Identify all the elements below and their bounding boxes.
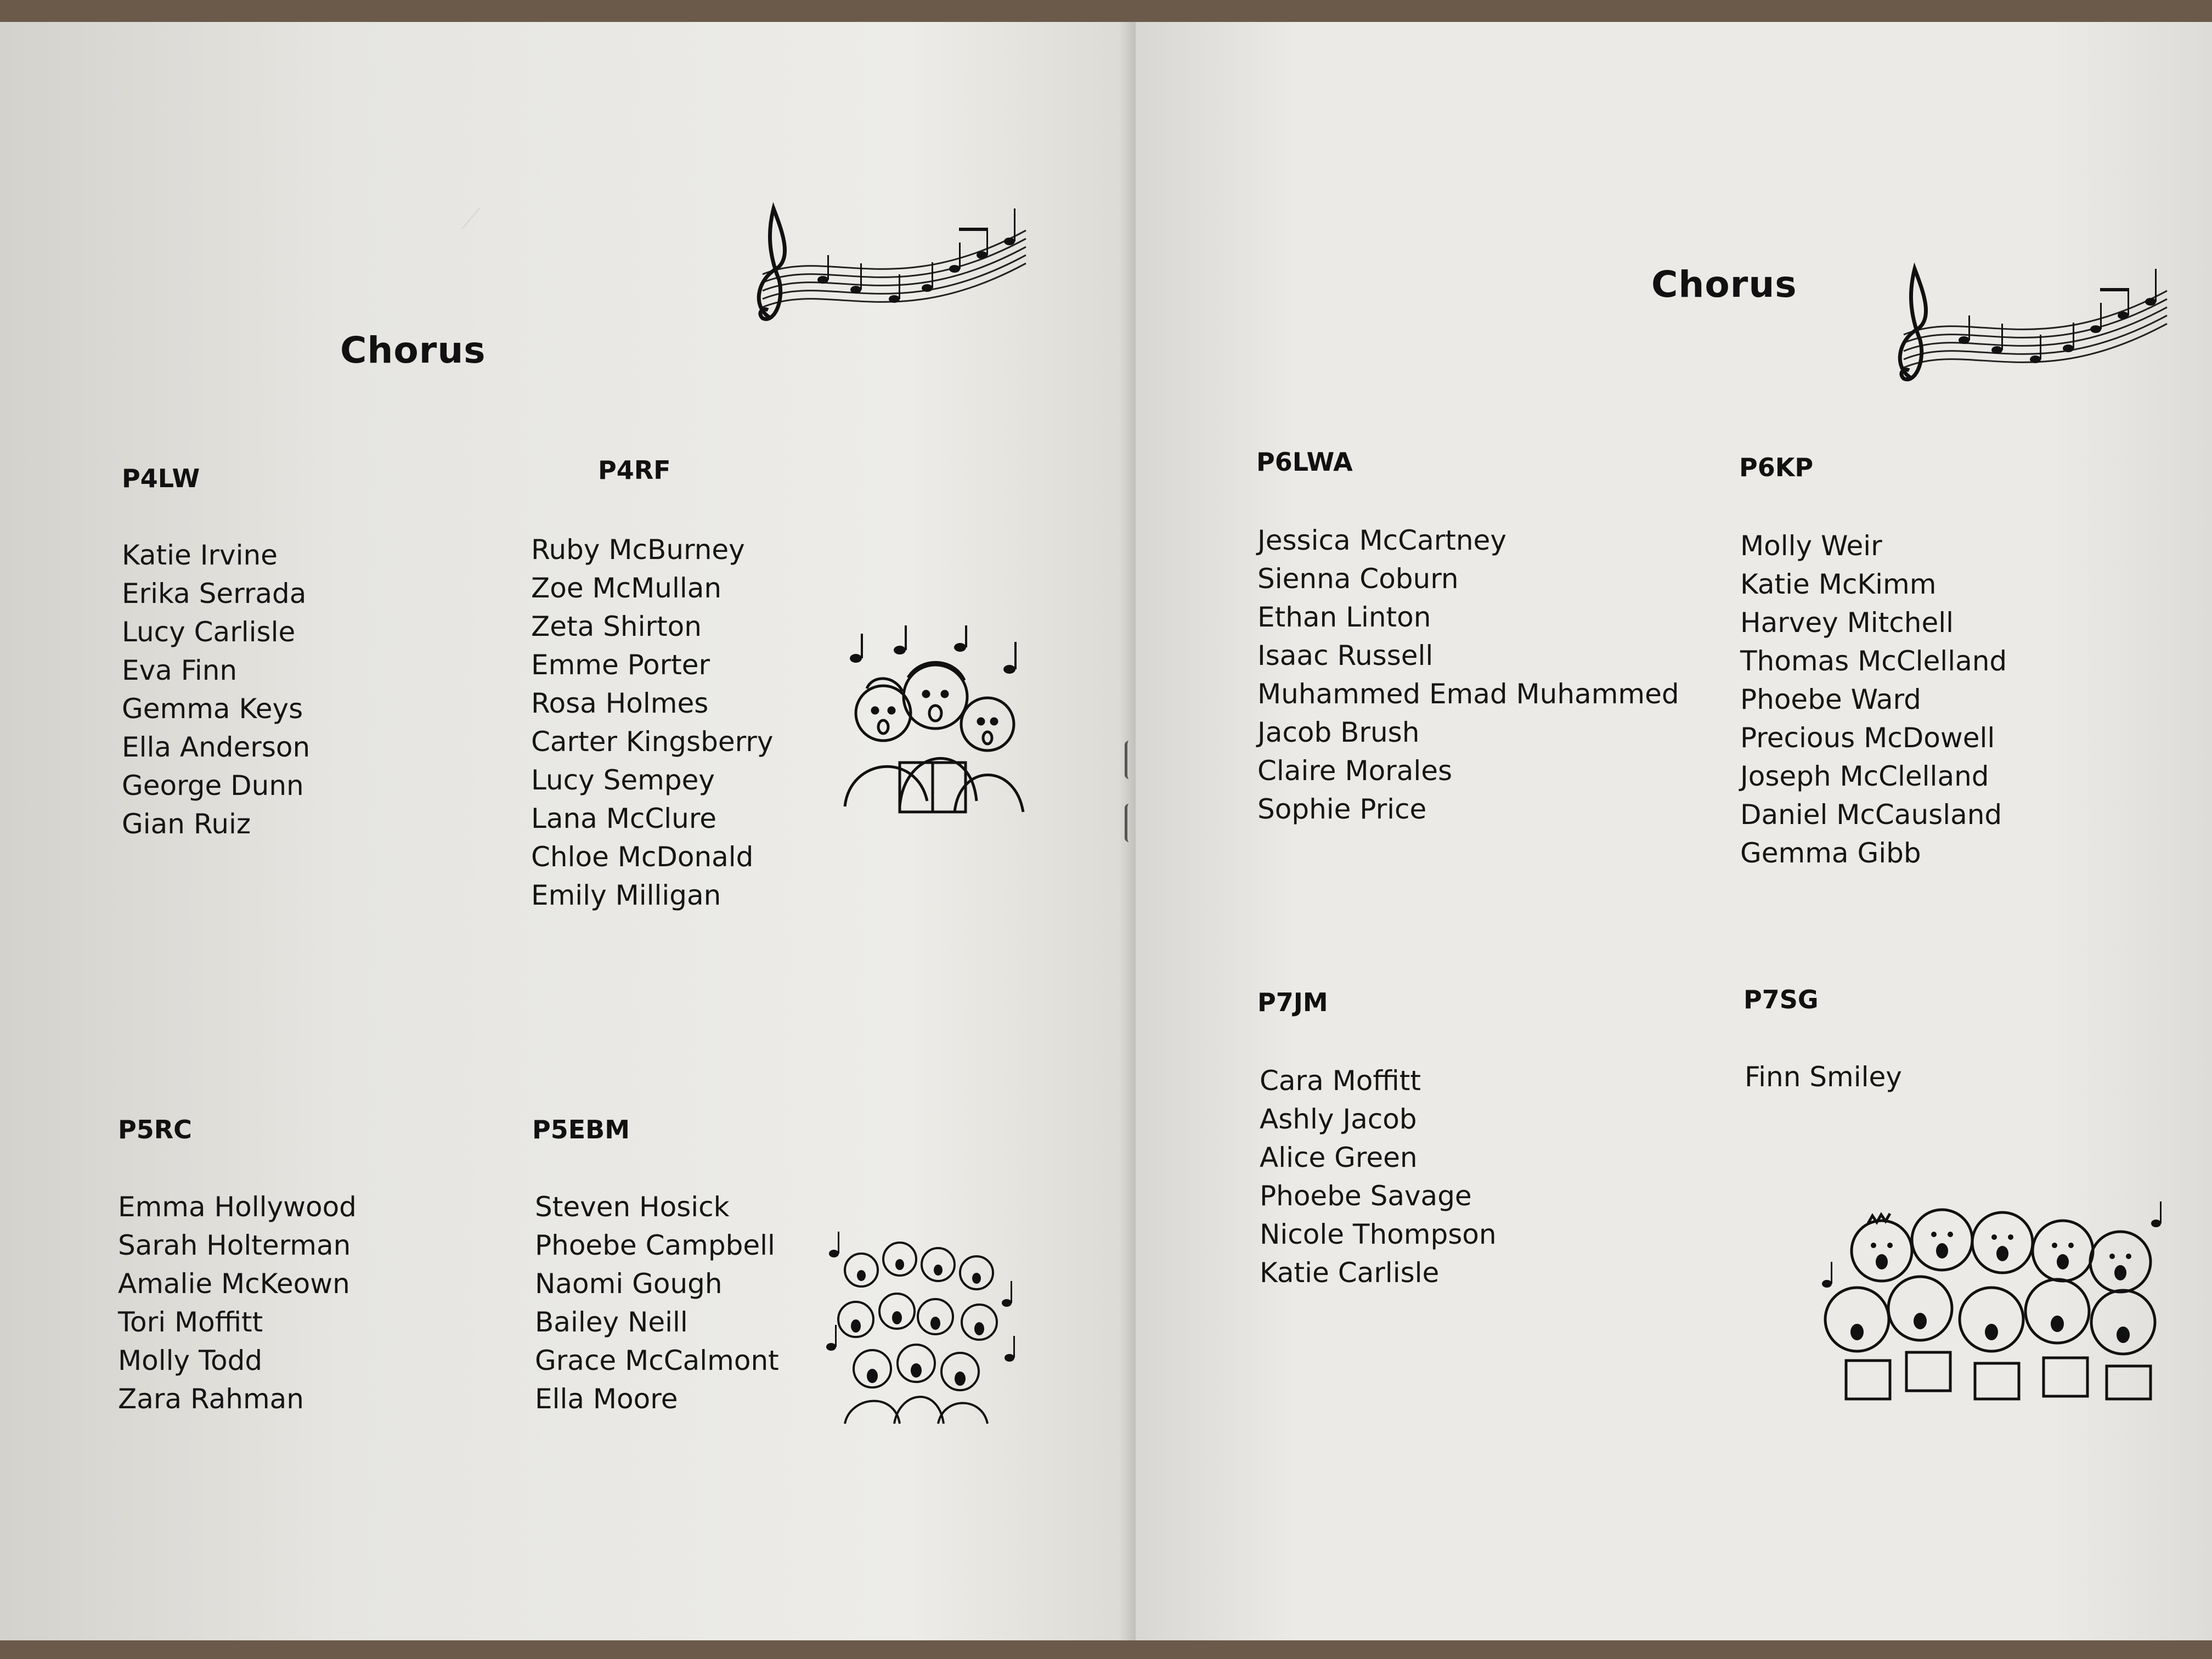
list-item: Ella Anderson — [122, 731, 311, 763]
name-list-p6lwa — [1257, 521, 1679, 828]
list-item: Emme Porter — [531, 649, 710, 681]
list-item: Ella Moore — [535, 1383, 678, 1415]
list-item: George Dunn — [122, 770, 304, 802]
right-page — [1136, 22, 2212, 1640]
list-item: Lucy Sempey — [531, 764, 715, 796]
list-item: Steven Hosick — [535, 1191, 730, 1223]
list-item: Katie McKimm — [1740, 568, 1937, 600]
show-through: ⟋ — [461, 203, 481, 236]
list-item: Lucy Carlisle — [122, 616, 296, 648]
list-item: Jessica McCartney — [1257, 524, 1506, 556]
name-list-p7sg — [1745, 1058, 1902, 1096]
list-item: Rosa Holmes — [531, 687, 709, 719]
choir-crowd-icon — [823, 1221, 1026, 1429]
list-item: Erika Serrada — [122, 578, 307, 610]
music-staff-icon — [1871, 258, 2178, 400]
list-item: Joseph McClelland — [1740, 760, 1989, 792]
list-item: Sophie Price — [1257, 793, 1427, 825]
list-item: Isaac Russell — [1257, 640, 1434, 672]
list-item: Cara Moffitt — [1260, 1065, 1421, 1097]
list-item: Phoebe Ward — [1740, 684, 1921, 715]
class-code-p7jm: P7JM — [1257, 988, 1328, 1017]
list-item: Chloe McDonald — [531, 841, 754, 873]
list-item: Bailey Neill — [535, 1306, 688, 1338]
name-list-p5ebm — [535, 1188, 779, 1418]
list-item: Phoebe Savage — [1260, 1180, 1472, 1212]
list-item: Grace McCalmont — [535, 1345, 779, 1376]
class-code-p6lwa: P6LWA — [1256, 447, 1353, 477]
list-item: Precious McDowell — [1740, 722, 1995, 754]
name-list-p4lw — [122, 536, 310, 843]
list-item: Ashly Jacob — [1260, 1103, 1417, 1135]
list-item: Katie Carlisle — [1260, 1257, 1440, 1289]
list-item: Jacob Brush — [1257, 716, 1420, 748]
list-item: Sienna Coburn — [1257, 563, 1459, 595]
list-item: Gian Ruiz — [122, 808, 251, 840]
class-code-p5ebm: P5EBM — [532, 1115, 630, 1144]
list-item: Finn Smiley — [1745, 1061, 1902, 1093]
list-item: Gemma Keys — [122, 693, 303, 725]
choir-children-icon — [1816, 1201, 2167, 1404]
staple — [1125, 804, 1135, 842]
list-item: Amalie McKeown — [118, 1268, 350, 1300]
list-item: Zeta Shirton — [531, 611, 702, 642]
list-item: Emily Milligan — [531, 879, 721, 911]
page-title: Chorus — [340, 329, 486, 371]
list-item: Sarah Holterman — [118, 1229, 351, 1261]
list-item: Daniel McCausland — [1740, 799, 2002, 831]
name-list-p5rc — [118, 1188, 357, 1418]
page-title: Chorus — [1651, 263, 1797, 306]
class-code-p4lw: P4LW — [122, 464, 200, 493]
list-item: Thomas McClelland — [1740, 645, 2007, 677]
list-item: Molly Weir — [1740, 530, 1882, 562]
list-item: Muhammed Emad Muhammed — [1257, 678, 1679, 710]
name-list-p6kp — [1740, 527, 2007, 872]
list-item: Lana McClure — [531, 803, 717, 834]
list-item: Molly Todd — [118, 1345, 263, 1376]
name-list-p4rf — [531, 531, 773, 915]
class-code-p5rc: P5RC — [118, 1115, 192, 1144]
list-item: Naomi Gough — [535, 1268, 723, 1300]
list-item: Katie Irvine — [122, 539, 278, 571]
list-item: Ruby McBurney — [531, 534, 745, 566]
staple — [1125, 741, 1135, 779]
list-item: Tori Moffitt — [118, 1306, 263, 1338]
singing-children-icon — [834, 625, 1031, 823]
name-list-p7jm — [1260, 1062, 1497, 1292]
class-code-p6kp: P6KP — [1739, 453, 1814, 482]
list-item: Gemma Gibb — [1740, 837, 1921, 869]
list-item: Emma Hollywood — [118, 1191, 357, 1223]
left-page — [0, 22, 1136, 1640]
music-staff-icon — [730, 198, 1037, 340]
class-code-p4rf: P4RF — [598, 455, 671, 485]
list-item: Claire Morales — [1257, 755, 1453, 787]
list-item: Nicole Thompson — [1260, 1218, 1497, 1250]
list-item: Zoe McMullan — [531, 572, 722, 604]
list-item: Alice Green — [1260, 1142, 1418, 1173]
list-item: Harvey Mitchell — [1740, 607, 1954, 639]
class-code-p7sg: P7SG — [1743, 985, 1819, 1014]
list-item: Zara Rahman — [118, 1383, 304, 1415]
list-item: Phoebe Campbell — [535, 1229, 775, 1261]
list-item: Ethan Linton — [1257, 601, 1431, 633]
list-item: Eva Finn — [122, 654, 238, 686]
list-item: Carter Kingsberry — [531, 726, 774, 758]
